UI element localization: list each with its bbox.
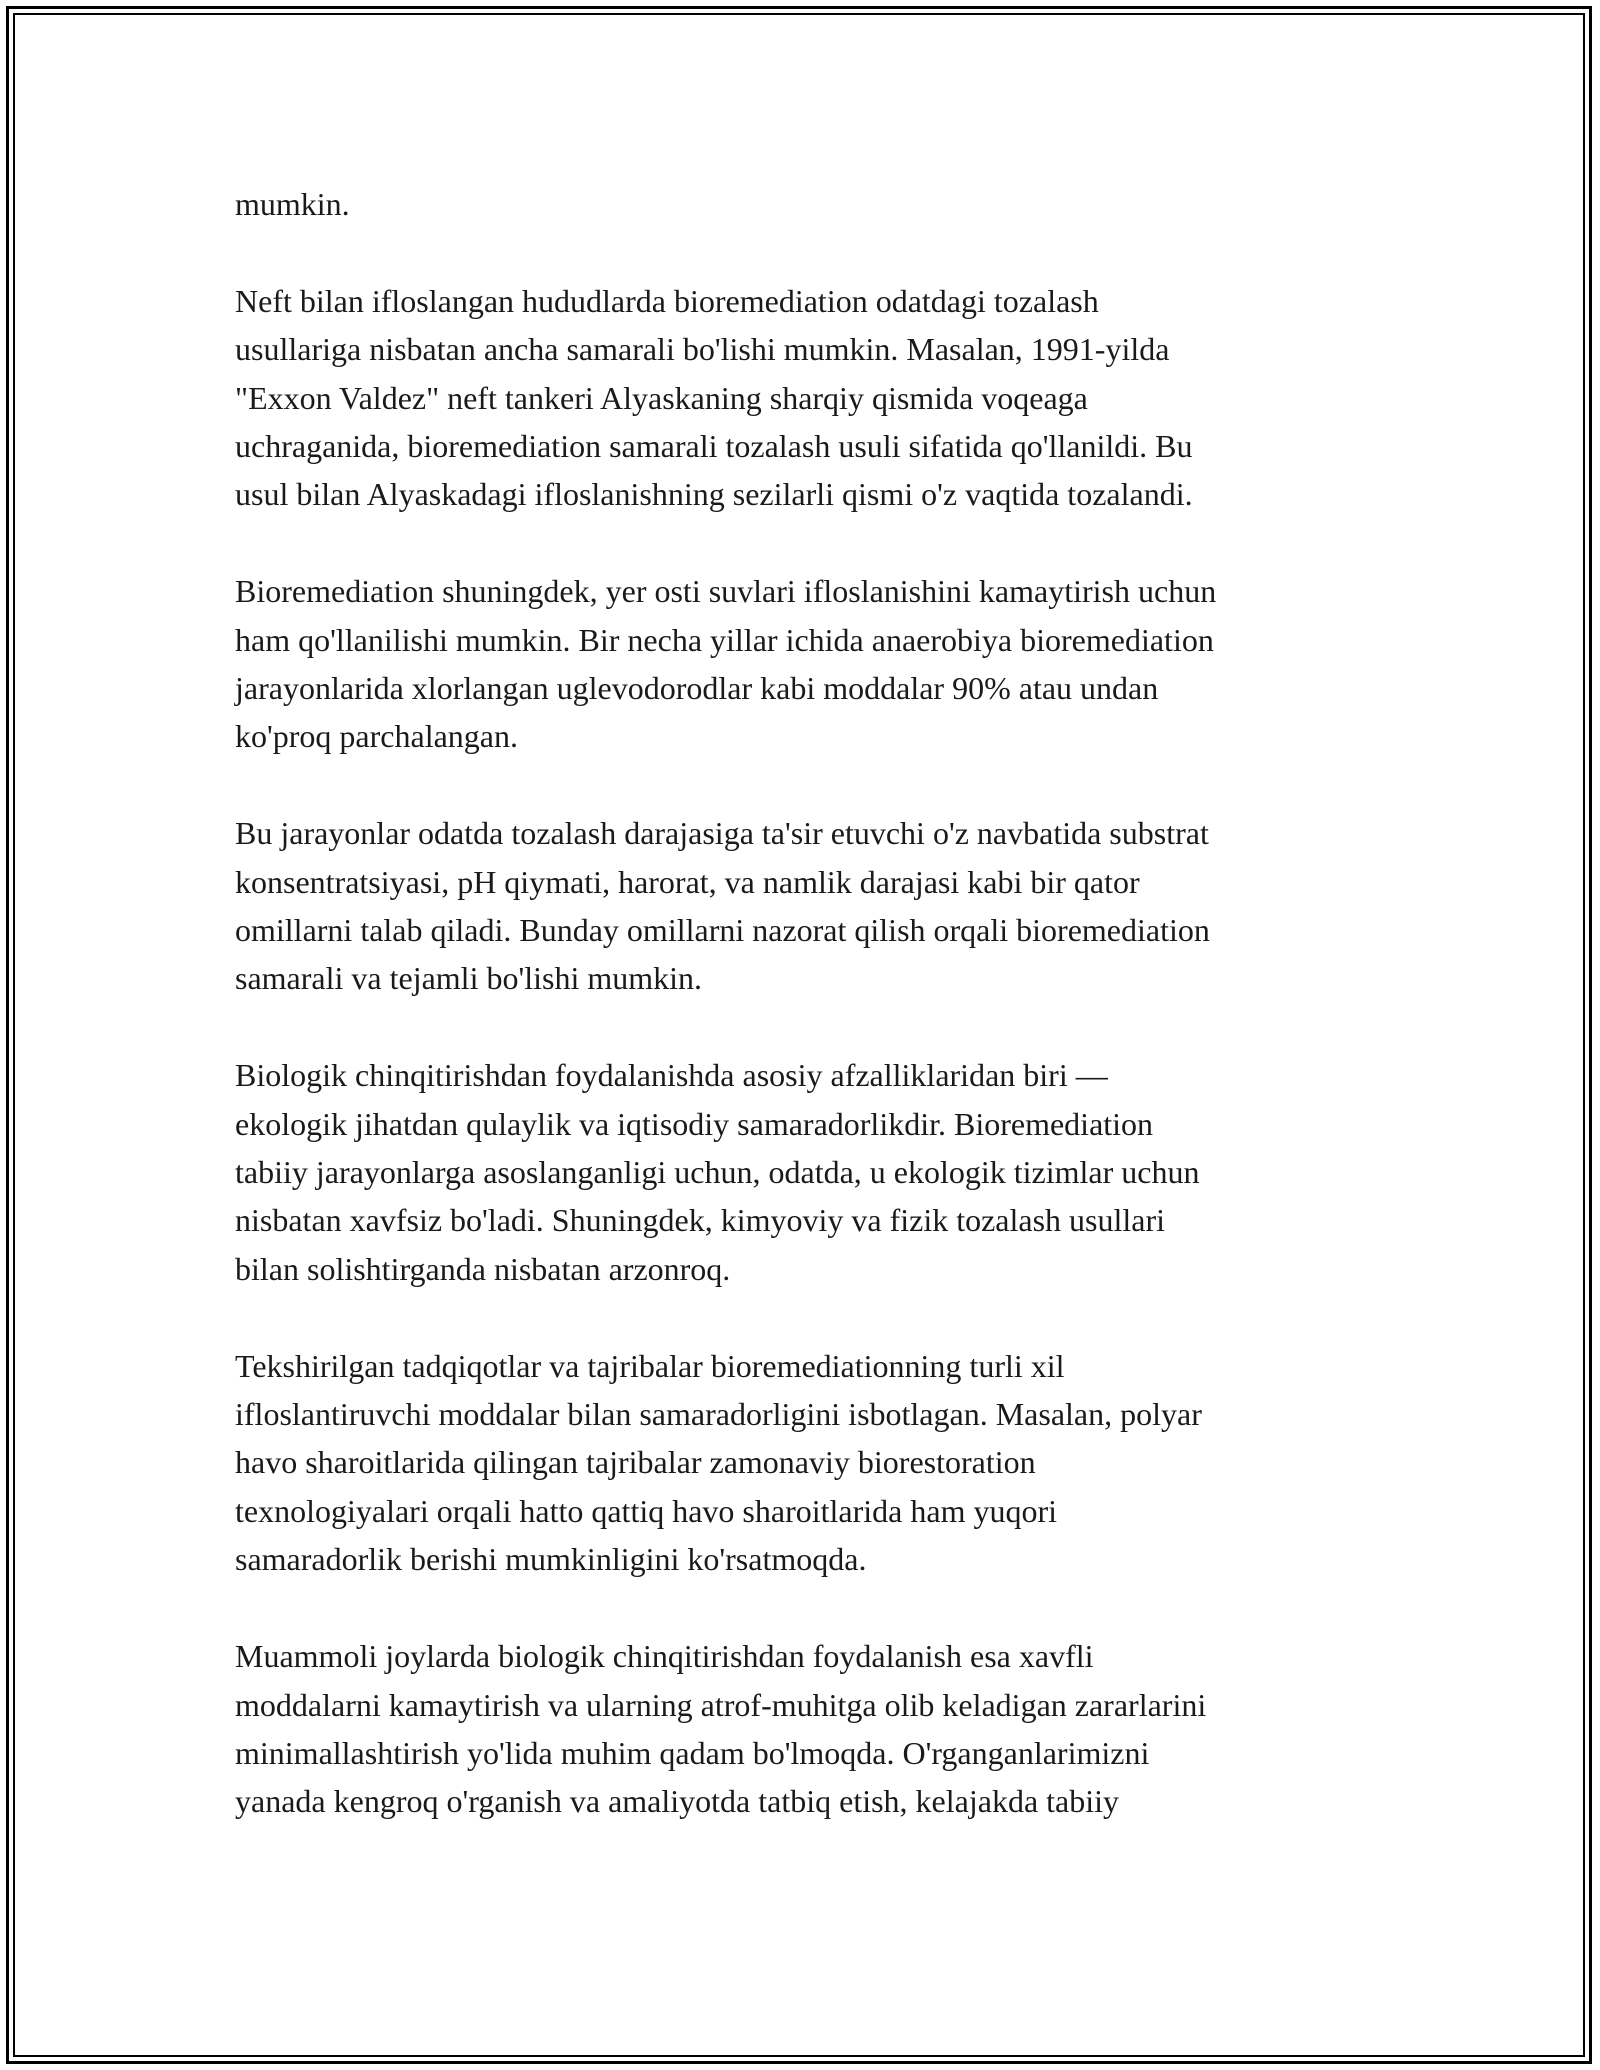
document-body: [235, 180, 1385, 1874]
paragraph-7: Muammoli joylarda biologik chinqitirishdan foydalanish esa xavfli moddalarni kamaytirish va ularning atrof-muhitga olib keladigan zararlarini minimallashtirish yo'lida muhim qadam bo'lmoqda. O'rganganlarimizni yanada kengroq o'rganish va amaliyotda tatbiq etish, kelajakda tabiiy: [235, 1638, 1207, 1820]
paragraph-4: Bu jarayonlar odatda tozalash darajasiga ta'sir etuvchi o'z navbatida substrat konsentratsiyasi, pH qiymati, harorat, va namlik darajasi kabi bir qator omillarni talab qiladi. Bunday omillarni nazorat qilish orqali bioremediation samarali va tejamli bo'lishi mumkin.: [235, 815, 1210, 997]
paragraph-1: mumkin.: [235, 186, 350, 222]
paragraph-2: Neft bilan ifloslangan hududlarda bioremediation odatdagi tozalash usullariga nisbatan ancha samarali bo'lishi mumkin. Masalan, 1991-yilda "Exxon Valdez" neft tankeri Alyaskaning sharqiy qismida voqeaga uchraganida, bioremediation samarali tozalash usuli sifatida qo'llanildi. Bu usul bilan Alyaskadagi ifloslanishning sezilarli qismi o'z vaqtida tozalandi.: [235, 282, 1193, 513]
paragraph-3: Bioremediation shuningdek, yer osti suvlari ifloslanishini kamaytirish uchun ham qo'llanilishi mumkin. Bir necha yillar ichida anaerobiya bioremediation jarayonlarida xlorlangan uglevodorodlar kabi moddalar 90% atau undan ko'proq parchalangan.: [235, 573, 1217, 755]
paragraph-6: Tekshirilgan tadqiqotlar va tajribalar bioremediationning turli xil ifloslantiruvchi moddalar bilan samaradorligini isbotlagan. Masalan, polyar havo sharoitlarida qilingan tajribalar zamonaviy biorestoration texnologiyalari orqali hatto qattiq havo sharoitlarida ham yuqori samaradorlik berishi mumkinligini ko'rsatmoqda.: [235, 1347, 1202, 1578]
paragraph-5: Biologik chinqitirishdan foydalanishda asosiy afzalliklaridan biri — ekologik jihatdan qulaylik va iqtisodiy samaradorlikdir. Bioremediation tabiiy jarayonlarga asoslanganligi uchun, odatda, u ekologik tizimlar uchun nisbatan xavfsiz bo'ladi. Shuningdek, kimyoviy va fizik tozalash usullari bilan solishtirganda nisbatan arzonroq.: [235, 1057, 1200, 1287]
